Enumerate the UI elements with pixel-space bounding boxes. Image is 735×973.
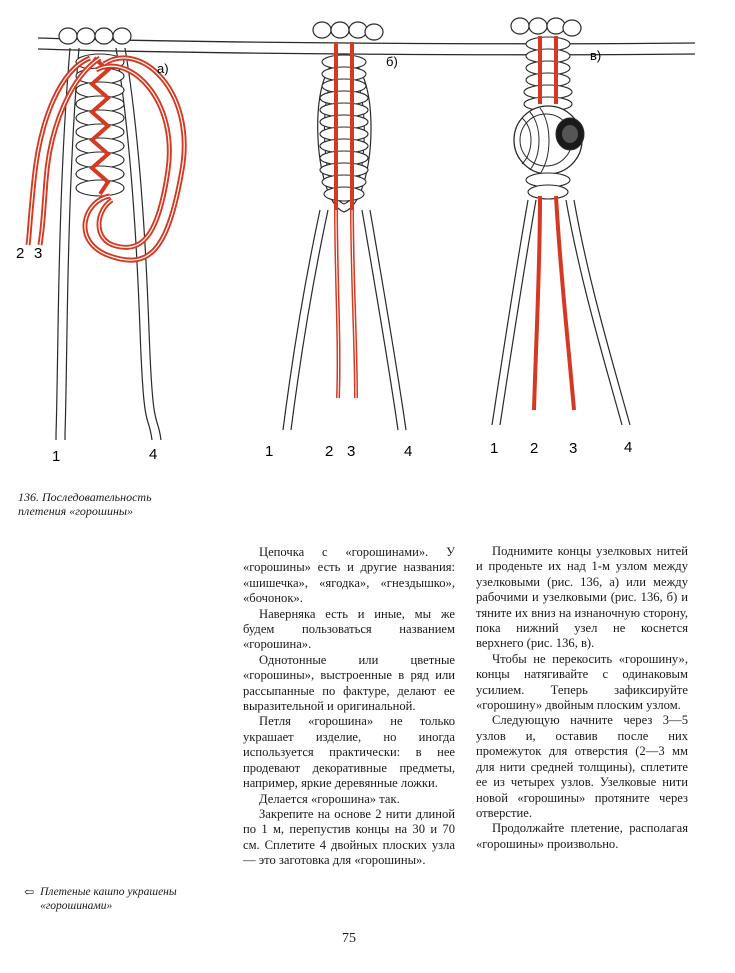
text-column-right [476, 544, 688, 852]
strand-number: 1 [52, 448, 61, 465]
paragraph: Петля «горошина» не только украшает изделие, но иногда используется практически: в нее продевают декоративные предметы, например, яркие деревянные ложки. [243, 714, 455, 791]
side-note-text [40, 885, 177, 913]
strand-number: 3 [34, 245, 43, 262]
strand-number: 4 [624, 439, 633, 456]
text-column-left [243, 545, 455, 869]
paragraph: Поднимите концы узелковых нитей и проденьте их над 1-м узлом между узелковыми (рис. 136, а) или между рабочими и узелковыми (рис. 136, б) и тяните их вниз на изнаночную сторону, пока нижний узел не коснется верхнего (рис. 136, в). [476, 544, 688, 651]
paragraph: Следующую начните через 3—5 узлов и, оставив после них промежуток для отверстия (2—3 мм для нити средней толщины), сплетите ее из четырех узлов. Узелковые нити новой «горошины» протяните через отверстие. [476, 713, 688, 820]
strand-number: 4 [404, 443, 413, 460]
panel-label-c: в) [590, 48, 602, 63]
paragraph: Однотонные или цветные «горошины», выстроенные в ряд или рассыпанные по фактуре, делают ее выразительной и оригинальной. [243, 652, 455, 714]
panel-b-illustration [283, 22, 406, 430]
side-note-line: Плетеные кашпо украшены [40, 886, 177, 898]
panel-label-b: б) [386, 54, 398, 69]
macrame-figure [0, 0, 735, 480]
strand-number: 3 [347, 443, 356, 460]
page-number: 75 [342, 931, 356, 946]
paragraph: Продолжайте плетение, располагая «горошины» произвольно. [476, 821, 688, 851]
paragraph: Чтобы не перекосить «горошину», концы натягивайте с одинаковым усилием. Теперь зафиксируйте «горошину» двойным плоским узлом. [476, 651, 688, 713]
paragraph: Наверняка есть и иные, мы же будем пользоваться названием «горошина». [243, 606, 455, 652]
panel-label-a: а) [157, 61, 169, 76]
figure-caption-line: 136. Последовательность [18, 490, 152, 504]
strand-number: 2 [325, 443, 334, 460]
panel-c-illustration [492, 18, 630, 425]
paragraph: Цепочка с «горошинами». У «горошины» есть и другие названия: «шишечка», «ягодка», «гнездышко», «бочонок». [243, 545, 455, 606]
side-note-line: «горошинами» [40, 900, 113, 912]
strand-number: 4 [149, 446, 158, 463]
strand-number: 2 [16, 245, 25, 262]
figure-caption-line: плетения «горошины» [18, 504, 134, 518]
strand-number: 3 [569, 440, 578, 457]
paragraph: Закрепите на основе 2 нити длиной по 1 м, перепустив концы на 30 и 70 см. Сплетите 4 двойных плоских узла — это заготовка для «горошины». [243, 806, 455, 868]
strand-number: 2 [530, 440, 539, 457]
paragraph: Делается «горошина» так. [259, 791, 400, 806]
strand-number: 1 [265, 443, 274, 460]
side-note [24, 885, 234, 913]
figure-caption [18, 490, 218, 518]
panel-a-illustration [28, 28, 184, 440]
left-arrow-icon: ⇦ [24, 885, 35, 899]
strand-number: 1 [490, 440, 499, 457]
